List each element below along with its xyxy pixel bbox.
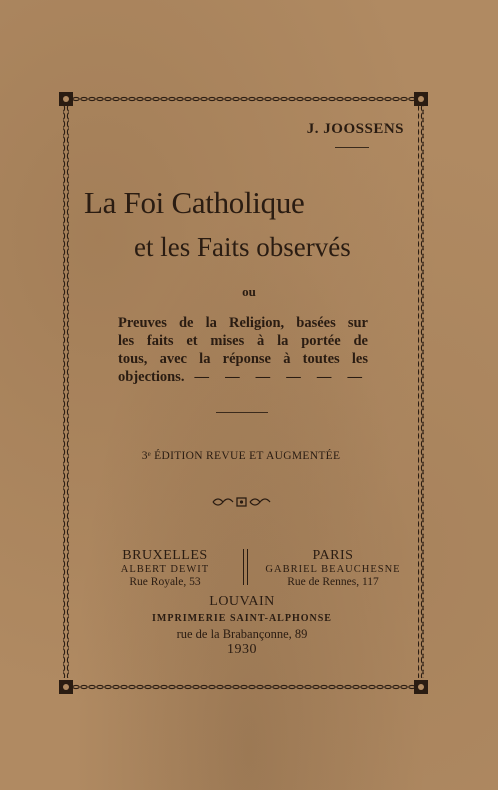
publisher-dewit: ALBERT DEWIT — [120, 564, 210, 575]
corner-ornament-icon — [59, 92, 73, 106]
author-name: J. JOOSSENS — [306, 121, 404, 137]
author-rule — [335, 147, 369, 148]
address-bruxelles: Rue Royale, 53 — [129, 576, 201, 588]
edition-label: 3ᵉ ÉDITION REVUE ET AUGMENTÉE — [141, 450, 341, 462]
subtitle-dashes: — — — — — — — [194, 369, 368, 385]
subtitle-block — [118, 314, 368, 386]
column-divider — [247, 549, 248, 585]
subtitle-line: tous, avec la réponse à toutes les — [118, 351, 368, 367]
publication-year: 1930 — [227, 642, 257, 657]
printer-city: LOUVAIN — [209, 594, 275, 609]
center-ornament-icon — [211, 496, 273, 508]
corner-ornament-icon — [414, 680, 428, 694]
address-paris: Rue de Rennes, 117 — [287, 576, 379, 588]
subtitle-last-word: objections. — [118, 369, 185, 385]
publisher-beauchesne: GABRIEL BEAUCHESNE — [265, 564, 401, 575]
printer-street: rue de la Brabançonne, 89 — [176, 627, 308, 641]
publisher-bruxelles — [90, 548, 240, 588]
subtitle-last-line — [118, 368, 368, 386]
publisher-paris — [258, 548, 408, 588]
separator-rule — [216, 412, 268, 413]
title-line-2: et les Faits observés — [134, 232, 351, 262]
subtitle-line: les faits et mises à la portée de — [118, 333, 368, 349]
subtitle-line: Preuves de la Religion, basées sur — [118, 315, 368, 331]
corner-ornament-icon — [414, 92, 428, 106]
corner-ornament-icon — [59, 680, 73, 694]
column-divider — [243, 549, 244, 585]
printer-name: IMPRIMERIE SAINT-ALPHONSE — [152, 613, 332, 624]
title-line-1: La Foi Catholique — [84, 185, 305, 220]
city-paris: PARIS — [312, 548, 354, 563]
conjunction-ou: ou — [242, 284, 256, 299]
city-bruxelles: BRUXELLES — [122, 548, 208, 563]
